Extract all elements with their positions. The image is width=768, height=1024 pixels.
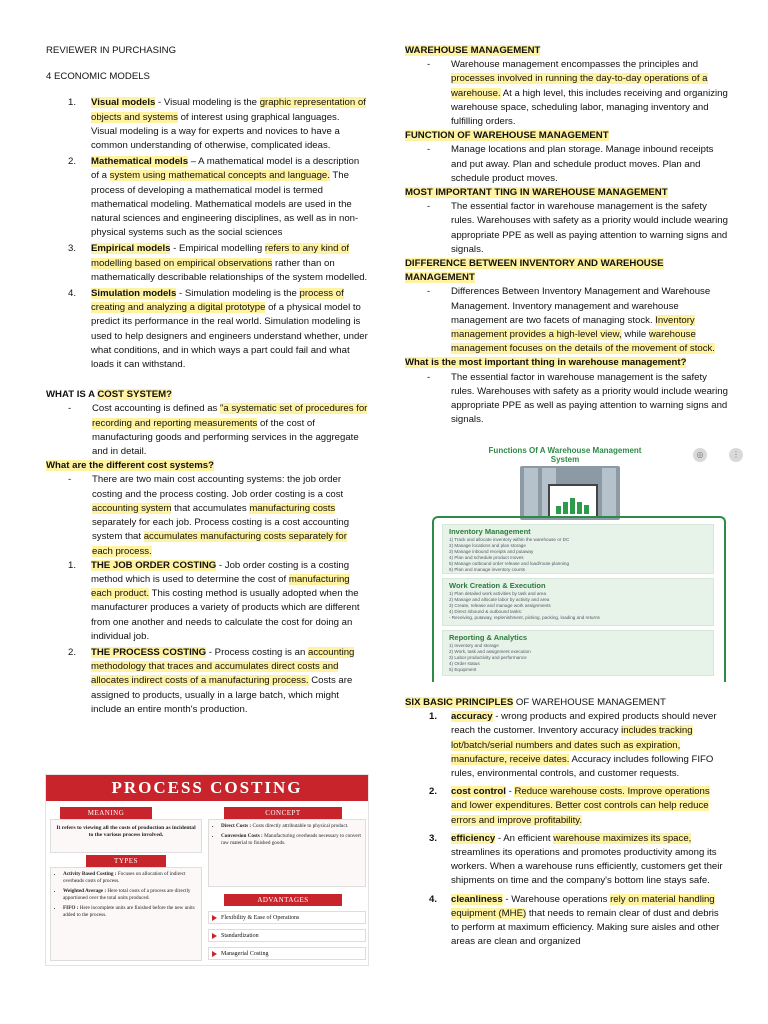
process-costing-item: 2. THE PROCESS COSTING - Process costing is an accounting methodology that traces and accumulates direct costs and allocates indirect costs of a manufacturing process. Costs are assigned to products, usually in a large batch, which might include an entire month's production. bbox=[68, 646, 355, 715]
lens-icon[interactable]: ◎ bbox=[693, 448, 707, 462]
types-box bbox=[50, 867, 202, 961]
most-important-text: - The essential factor in warehouse management is the safety rules. Warehouses with safety as a priority would include wearing appropriate PPE as well as paying attention to warning signs and signals. bbox=[427, 201, 728, 255]
advantages-tag: ADVANTAGES bbox=[224, 894, 342, 906]
meaning-text: It refers to viewing all the costs of production as incidental to the various process involved. bbox=[50, 819, 202, 853]
process-costing-banner: PROCESS COSTING bbox=[46, 775, 368, 801]
principle-item-accuracy: 1. accuracy - wrong products and expired products should never reach the customer. Inventory accuracy includes tracking lot/batch/serial numbers and dates such as expiration, manufacture, receive dates. Accuracy includes following FIFO rules, environmental controls, and customer requests. bbox=[429, 711, 717, 780]
model-item-simulation: 4. Simulation models - Simulation modeling is the process of creating and analyzing a digital prototype of a physical model to predict its performance in the real world. Simulation modeling is used to help designers and engineers understand whether, under what conditions, and in which ways a part could fail and what loads it can withstand. bbox=[68, 288, 368, 371]
doc-title: REVIEWER IN PURCHASING bbox=[46, 45, 177, 56]
difference-text: - Differences Between Inventory Management and Warehouse Management. Inventory management and warehouse management are two facets of managing stock. Inventory management provides a high-level view, while warehouse management focuses on the details of the movement of stock. bbox=[427, 286, 715, 355]
model-name: Mathematical models bbox=[91, 156, 189, 168]
question-answer: - The essential factor in warehouse management is the safety rules. Warehouses with safety as a priority would include wearing appropriate PPE as well as paying attention to warning signs and signals. bbox=[427, 371, 728, 426]
principle-item-cleanliness: 4. cleanliness - Warehouse operations rely on material handling equipment (MHE) that needs to remain clear of dust and debris to perform at maximum efficiency. Making sure aisles and other areas are clean and organized bbox=[429, 893, 720, 948]
cost-system-heading: WHAT IS A COST SYSTEM? bbox=[46, 389, 172, 401]
advantage-item: Managerial Costing bbox=[208, 947, 366, 960]
wms-section-work: Work Creation & Execution 1) Plan detailed work activities by task and area 2) Manage and allocate labor by activity and area 3) Create, release and manage work assignments 4) Direct inbound & outbound tasks: - Receiving, putaway, replenishment, picking, packing, loading and returns bbox=[442, 578, 714, 626]
function-text: - Manage locations and plan storage. Manage inbound receipts and put away. Plan and schedule product moves. Plan and schedule product moves. bbox=[427, 144, 714, 184]
principle-item-cost-control: 2. cost control - Reduce warehouse costs. Improve operations and lower expenditures. Better cost controls can help reduce errors and improve profitability. bbox=[429, 786, 710, 826]
cost-system-definition: - Cost accounting is defined as "a systematic set of procedures for recording and reporting measurements of the cost of manufacturing goods and performing services in the aggregate and in detail. bbox=[68, 403, 368, 458]
model-name: Empirical models bbox=[91, 243, 171, 255]
concept-item: • Direct Costs : Costs directly attributable to physical product. bbox=[221, 823, 361, 830]
models-heading: 4 ECONOMIC MODELS bbox=[46, 71, 150, 83]
warehouse-mgmt-heading: WAREHOUSE MANAGEMENT bbox=[405, 45, 541, 56]
principles-section bbox=[405, 696, 728, 949]
wms-title: Functions Of A Warehouse Management System bbox=[488, 446, 642, 464]
advantage-item: Standardization bbox=[208, 929, 366, 942]
right-column bbox=[405, 44, 728, 427]
job-order-costing-item: 1. THE JOB ORDER COSTING - Job order costing is a costing method which is used to determine the cost of manufacturing each product. This costing method is usually adopted when the manufacturer produces a variety of products which are different from one another and needs to calculate the cost for doing an individual job. bbox=[68, 559, 360, 642]
concept-tag: CONCEPT bbox=[224, 807, 342, 819]
question-heading: What is the most important thing in warehouse management? bbox=[405, 357, 687, 369]
model-item-mathematical: 2. Mathematical models – A mathematical model is a description of a system using mathematical concepts and language. The process of developing a mathematical model is termed mathematical modeling. Mathematical models are used in the natural sciences and engineering disciplines, as well as in non-physical systems such as the social sciences bbox=[68, 156, 360, 239]
warehouse-mgmt-definition: - Warehouse management encompasses the principles and processes involved in running the day-to-day operations of a warehouse. At a high level, this includes receiving and organizing warehouse space, scheduling labor, managing inventory and fulfilling orders. bbox=[427, 59, 728, 128]
model-item-visual: 1. Visual models - Visual modeling is the graphic representation of objects and systems of interest using graphical languages. Visual modeling is a way for experts and novices to have a common understanding of otherwise, complicated ideas. bbox=[68, 97, 366, 152]
bar-chart-icon bbox=[548, 484, 598, 518]
type-item: • FIFO : Here incomplete units are finished before the new units added to the process. bbox=[63, 905, 197, 919]
wms-infographic bbox=[405, 444, 743, 682]
most-important-heading: MOST IMPORTANT TING IN WAREHOUSE MANAGEMENT bbox=[405, 187, 668, 199]
concept-box bbox=[208, 819, 366, 887]
function-heading: FUNCTION OF WAREHOUSE MANAGEMENT bbox=[405, 130, 609, 142]
model-item-empirical: 3. Empirical models - Empirical modelling refers to any kind of modelling based on empirical observations rather than on mathematically describable relationships of the system modelled. bbox=[68, 243, 368, 283]
type-item: • Weighted Average : Here total costs of a process are directly apportioned over the total units produced. bbox=[63, 888, 197, 902]
cost-systems-question: What are the different cost systems? bbox=[46, 460, 214, 472]
process-costing-infographic bbox=[45, 774, 369, 966]
left-column bbox=[46, 44, 368, 717]
types-tag: TYPES bbox=[86, 855, 166, 867]
meaning-tag: MEANING bbox=[60, 807, 152, 819]
type-item: • Activity Based Costing : Focuses on allocation of indirect overheads costs of process. bbox=[63, 871, 197, 885]
model-name: Visual models bbox=[91, 97, 156, 109]
concept-item: • Conversion Costs : Manufacturing overheads necessary to convert raw material to finished goods. bbox=[221, 833, 361, 847]
wms-section-reporting: Reporting & Analytics 1) Inventory and storage 2) Work, task and assignment execution 3) Labor productivity and performance 4) Order status 5) Equipment bbox=[442, 630, 714, 676]
difference-heading: DIFFERENCE BETWEEN INVENTORY AND WAREHOUSE MANAGEMENT bbox=[405, 258, 664, 284]
wms-section-inventory: Inventory Management 1) Track and allocate inventory within the warehouse or DC 2) Manage locations and plan storage 3) Manage inbound receipts and putaway 4) Plan and schedule product moves 5) Manage outbound order release and load/route planning 6) Plan and manage inventory counts bbox=[442, 524, 714, 574]
model-name: Simulation models bbox=[91, 288, 177, 300]
principle-item-efficiency: 3. efficiency - An efficient warehouse maximizes its space, streamlines its operations and promotes productivity among its workers. When a warehouse runs efficiently, customers get their shipments on time and the company's bottom line stays safe. bbox=[429, 832, 723, 887]
more-icon[interactable]: ⋮ bbox=[729, 448, 743, 462]
cost-systems-answer: - There are two main cost accounting systems: the job order costing and the process costing. Job order costing is a cost accounting system that accumulates manufacturing costs separately for each job. Process costing is a cost accounting system that accumulates manufacturing costs separately for each process. bbox=[68, 474, 350, 557]
advantage-item: Flexibility & Ease of Operations bbox=[208, 911, 366, 924]
principles-heading: SIX BASIC PRINCIPLES OF WAREHOUSE MANAGEMENT bbox=[405, 697, 666, 708]
